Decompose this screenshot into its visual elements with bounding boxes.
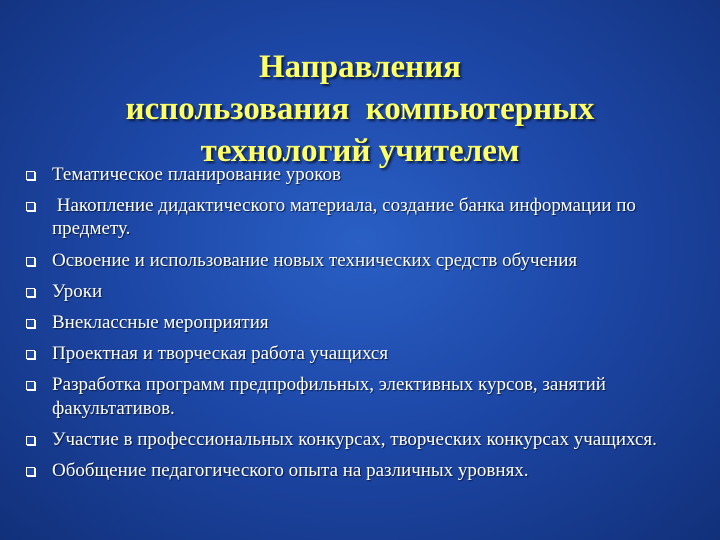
list-item-text: Уроки <box>52 280 103 302</box>
list-item-text: Разработка программ предпрофильных, элективных курсов, занятий факультативов. <box>52 374 606 419</box>
square-bullet-icon <box>26 350 35 359</box>
square-bullet-icon <box>26 467 35 476</box>
square-bullet-icon <box>26 202 35 211</box>
list-item <box>24 342 714 365</box>
square-bullet-icon <box>26 288 35 297</box>
title-line: Направления <box>258 49 462 86</box>
square-bullet-icon <box>26 171 35 180</box>
list-item-text: Освоение и использование новых технических средств обучения <box>52 249 578 271</box>
list-item <box>24 428 714 451</box>
list-item-text: Тематическое планирование уроков <box>52 164 342 185</box>
square-bullet-icon <box>26 436 35 445</box>
square-bullet-icon <box>26 319 35 328</box>
list-item-text: Внеклассные мероприятия <box>52 312 269 334</box>
title-line: технологий учителем <box>200 133 520 170</box>
square-bullet-icon <box>26 381 35 390</box>
list-item <box>24 280 714 303</box>
list-item <box>24 459 714 482</box>
list-item <box>24 163 714 186</box>
list-item-text: Участие в профессиональных конкурсах, творческих конкурсах учащихся. <box>52 428 657 450</box>
bullet-list <box>24 163 714 490</box>
title-line: использования компьютерных <box>125 91 595 128</box>
list-item <box>24 194 714 240</box>
square-bullet-icon <box>26 257 35 266</box>
list-item-text: Накопление дидактического материала, создание банка информации по предмету. <box>52 195 641 240</box>
list-item-text: Обобщение педагогического опыта на различных уровнях. <box>52 460 529 482</box>
list-item <box>24 311 714 334</box>
list-item-text: Проектная и творческая работа учащихся <box>52 343 389 365</box>
slide-title <box>40 46 680 172</box>
list-item <box>24 373 714 419</box>
list-item <box>24 249 714 272</box>
